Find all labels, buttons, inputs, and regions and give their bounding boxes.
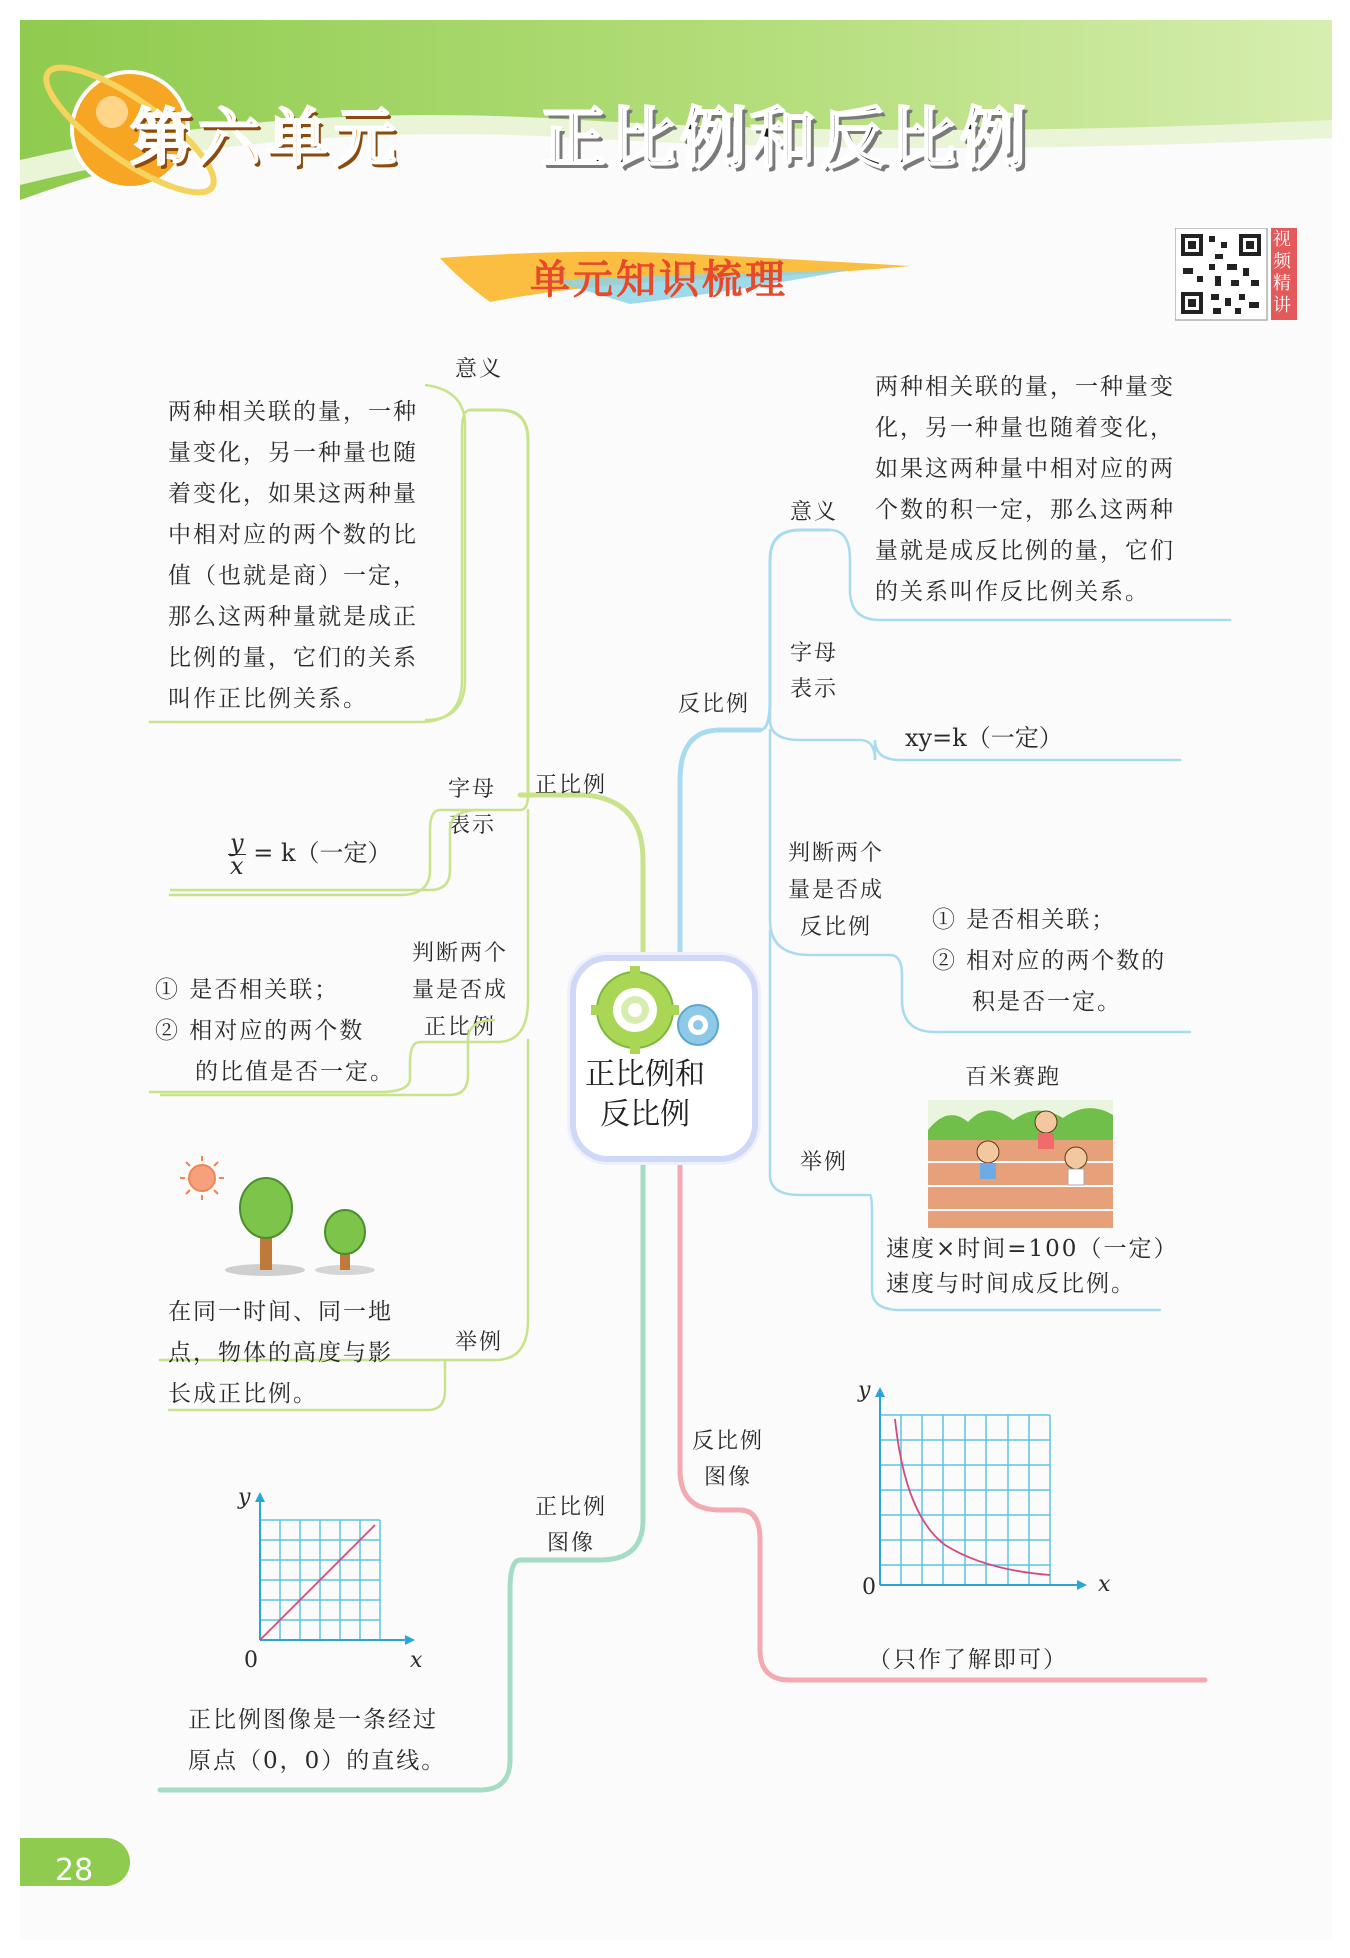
direct-judge-line: ② 相对应的两个数 [155, 1018, 365, 1044]
unit-label: 第六单元 [130, 101, 403, 174]
inverse-meaning-line: 量就是成反比例的量，它们 [875, 538, 1175, 564]
inverse-branch-label: 反比例 [678, 692, 751, 717]
inverse-example-label: 举例 [800, 1150, 849, 1175]
direct-graph-x-label: x [410, 1648, 423, 1673]
inverse-meaning-line: 个数的积一定，那么这两种 [875, 497, 1175, 523]
direct-graph-line: 正比例图像是一条经过 [188, 1707, 438, 1733]
inverse-judge-label-line: 判断两个 [788, 841, 885, 866]
inverse-graph-label-line: 反比例 [692, 1429, 765, 1454]
section-title: 单元知识梳理 [530, 257, 788, 303]
direct-meaning-line: 量变化，另一种量也随 [168, 440, 418, 466]
inverse-meaning-line: 的关系叫作反比例关系。 [875, 579, 1150, 605]
direct-branch-label: 正比例 [535, 773, 608, 798]
inverse-example-caption: 百米赛跑 [965, 1065, 1062, 1090]
inverse-letter-label-line: 字母 [790, 641, 839, 666]
direct-judge-text [155, 970, 395, 1093]
direct-graph-line: 原点（0，0）的直线。 [188, 1748, 447, 1774]
running-race-illustration [928, 1100, 1113, 1228]
inverse-judge-text [932, 900, 1166, 1023]
inverse-meaning-line: 两种相关联的量，一种量变 [875, 374, 1175, 400]
direct-graph-label-line: 图像 [547, 1531, 596, 1556]
inverse-judge-label-line: 反比例 [800, 915, 873, 940]
inverse-example-line: 速度与时间成反比例。 [886, 1271, 1136, 1297]
inverse-graph-origin: 0 [862, 1575, 876, 1600]
direct-letter-label-line: 表示 [448, 813, 497, 838]
direct-meaning-label: 意义 [455, 357, 504, 382]
direct-example-underline [160, 1300, 540, 1420]
inverse-formula: xy=k（一定） [905, 724, 1063, 752]
direct-example-label: 举例 [455, 1330, 504, 1355]
direct-judge-line: ① 是否相关联； [155, 977, 340, 1003]
inverse-example-line: 速度×时间=100（一定） [886, 1236, 1179, 1262]
direct-letter-label-line: 字母 [448, 777, 497, 802]
inverse-proportion-graph [845, 1375, 1105, 1605]
inverse-judge-line: ② 相对应的两个数的 [932, 948, 1167, 974]
inverse-graph-label-line: 图像 [704, 1465, 753, 1490]
qr-label: 视 频 精 讲 [1273, 229, 1291, 316]
center-title: 正比例和反比例 [585, 1057, 705, 1132]
direct-graph-label [535, 1490, 607, 1562]
direct-meaning-line: 比例的量，它们的关系 [168, 645, 418, 671]
direct-proportion-graph [225, 1480, 445, 1660]
direct-meaning-line: 叫作正比例关系。 [168, 686, 368, 712]
direct-meaning-line: 两种相关联的量，一种 [168, 399, 418, 425]
direct-judge-label-line: 量是否成 [412, 978, 509, 1003]
gears-icon [590, 965, 730, 1055]
direct-judge-label-line: 判断两个 [412, 941, 509, 966]
direct-graph-label-line: 正比例 [535, 1495, 608, 1520]
inverse-meaning-line: 如果这两种量中相对应的两 [875, 456, 1175, 482]
direct-formula-rest: = k（一定） [253, 839, 392, 867]
direct-judge-line: 的比值是否一定。 [195, 1059, 395, 1085]
inverse-judge-line: 积是否一定。 [972, 989, 1122, 1015]
inverse-meaning-text [875, 367, 1215, 613]
inverse-letter-label [790, 636, 838, 708]
direct-judge-label-line: 正比例 [424, 1015, 497, 1040]
inverse-example-text [886, 1232, 1178, 1302]
inverse-judge-label-line: 量是否成 [788, 878, 885, 903]
inverse-meaning-label: 意义 [790, 500, 839, 525]
inverse-graph-note: （只作了解即可） [868, 1647, 1068, 1673]
inverse-graph-label [692, 1424, 764, 1496]
direct-graph-text [188, 1700, 446, 1782]
direct-meaning-line: 值（也就是商）一定， [168, 563, 418, 589]
inverse-graph-x-label: x [1098, 1572, 1111, 1597]
sun-and-trees-illustration [170, 1150, 410, 1285]
direct-example-line: 在同一时间、同一地 [168, 1299, 393, 1325]
direct-meaning-line: 着变化，如果这两种量 [168, 481, 418, 507]
direct-graph-origin: 0 [244, 1648, 258, 1673]
chapter-title: 正比例和反比例 [540, 100, 1030, 177]
direct-graph-y-label: y [238, 1485, 251, 1510]
inverse-judge-line: ① 是否相关联； [932, 907, 1117, 933]
inverse-judge-label [788, 835, 884, 946]
direct-formula-fraction [228, 829, 246, 880]
direct-formula [228, 829, 392, 880]
inverse-letter-label-line: 表示 [790, 677, 839, 702]
inverse-graph-y-label: y [858, 1378, 871, 1403]
direct-meaning-line: 那么这两种量就是成正 [168, 604, 418, 630]
page-number: 28 [55, 1853, 94, 1888]
direct-formula-denominator: x [230, 852, 244, 880]
direct-example-line: 点，物体的高度与影 [168, 1340, 393, 1366]
direct-example-line: 长成正比例。 [168, 1381, 318, 1407]
inverse-meaning-line: 化，另一种量也随着变化， [875, 415, 1175, 441]
direct-meaning-text [168, 392, 448, 720]
direct-meaning-line: 中相对应的两个数的比 [168, 522, 418, 548]
direct-formula-numerator: y [230, 829, 244, 857]
